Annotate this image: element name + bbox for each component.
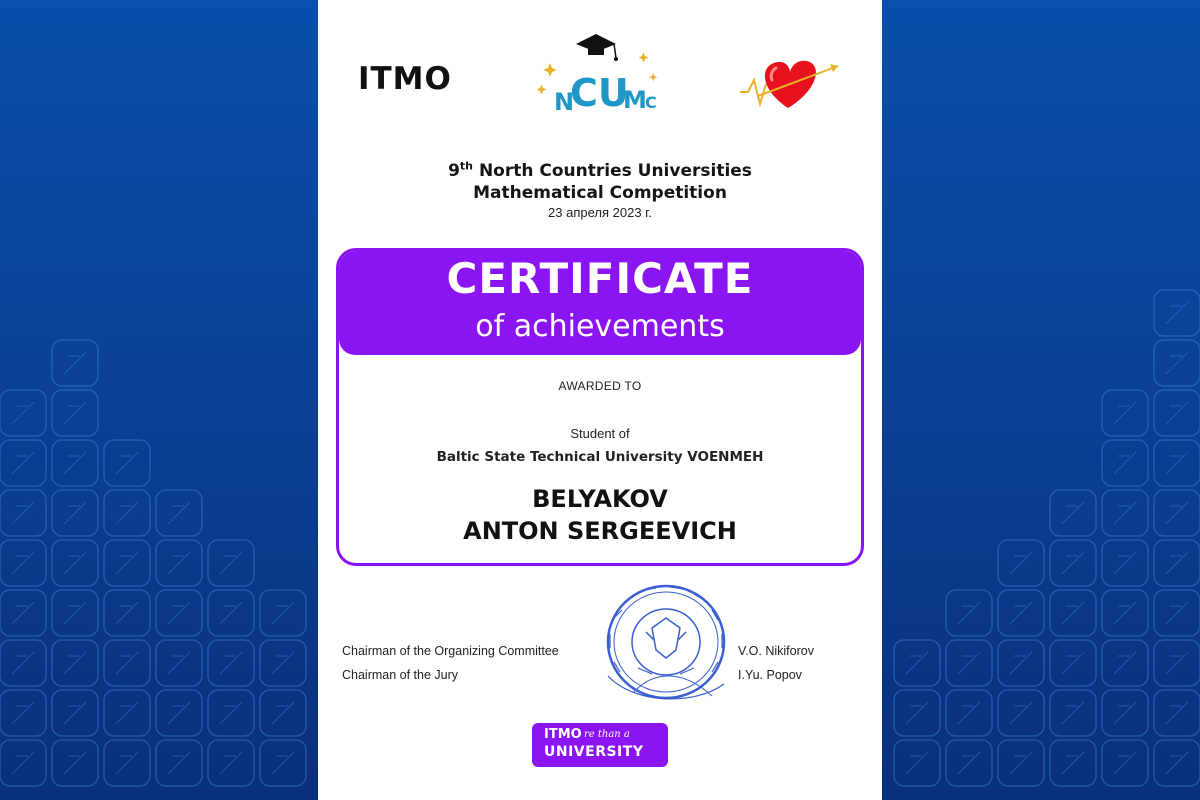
tile-glyph — [1062, 502, 1084, 524]
tile-glyph — [1166, 502, 1188, 524]
tile-glyph — [958, 652, 980, 674]
tile-glyph — [12, 752, 34, 774]
title-line2: Mathematical Competition — [473, 183, 727, 203]
tile-glyph — [116, 602, 138, 624]
tile-glyph — [116, 752, 138, 774]
tile-glyph — [1114, 702, 1136, 724]
tile-glyph — [1114, 652, 1136, 674]
tile-glyph — [12, 702, 34, 724]
tile-glyph — [64, 552, 86, 574]
tile-glyph — [272, 752, 294, 774]
tile-glyph — [168, 602, 190, 624]
tile-glyph — [958, 602, 980, 624]
tile-glyph — [1062, 552, 1084, 574]
footer-logo-line1: ITMO — [544, 727, 582, 742]
tile-glyph — [168, 552, 190, 574]
tile-glyph — [12, 552, 34, 574]
recipient-name — [339, 483, 861, 547]
tile-glyph — [1166, 452, 1188, 474]
tile-glyph — [12, 402, 34, 424]
tile-glyph — [1010, 552, 1032, 574]
tile-glyph — [12, 652, 34, 674]
tile-glyph — [1166, 752, 1188, 774]
certificate-subtitle: of achievements — [475, 309, 725, 344]
tile-glyph — [64, 452, 86, 474]
tile-glyph — [1166, 552, 1188, 574]
tile-glyph — [1166, 402, 1188, 424]
certificate-page — [318, 0, 882, 800]
tile-glyph — [12, 502, 34, 524]
itmo-university-logo — [532, 723, 668, 767]
itmo-logo: ITMO — [358, 61, 452, 97]
tile-glyph — [906, 652, 928, 674]
tile-glyph — [1114, 502, 1136, 524]
tile-glyph — [1062, 702, 1084, 724]
tile-glyph — [64, 352, 86, 374]
tile-glyph — [958, 702, 980, 724]
tile-glyph — [220, 602, 242, 624]
footer-logo-tagline: re than a — [584, 729, 630, 740]
tile-glyph — [116, 702, 138, 724]
tile-glyph — [116, 652, 138, 674]
tile-glyph — [64, 402, 86, 424]
certificate-frame — [336, 248, 864, 566]
background-pattern-right — [882, 0, 1200, 800]
signature-role: Chairman of the Jury — [342, 668, 459, 682]
tile-glyph — [168, 502, 190, 524]
signature-person: I.Yu. Popov — [738, 668, 802, 682]
tile-glyph — [1062, 602, 1084, 624]
ncumc-logo — [530, 18, 660, 118]
tile-glyph — [64, 602, 86, 624]
svg-text:M: M — [623, 86, 647, 114]
tile-glyph — [906, 702, 928, 724]
signature-row — [342, 642, 818, 660]
tile-glyph — [1114, 452, 1136, 474]
certificate-title: CERTIFICATE — [446, 254, 754, 303]
tile-glyph — [272, 602, 294, 624]
tile-glyph — [220, 552, 242, 574]
recipient-surname: BELYAKOV — [532, 485, 668, 513]
certificate-header — [339, 251, 861, 355]
tile-glyph — [64, 502, 86, 524]
competition-title — [318, 160, 882, 204]
footer-logo-line2: UNIVERSITY — [544, 744, 644, 760]
tile-pattern-icon — [0, 0, 318, 800]
title-line1: North Countries Universities — [478, 161, 752, 181]
tile-glyph — [168, 652, 190, 674]
svg-text:C: C — [645, 93, 657, 112]
tile-glyph — [116, 552, 138, 574]
tile-glyph — [64, 702, 86, 724]
awarded-to-label: AWARDED TO — [558, 379, 642, 393]
tile-glyph — [1010, 652, 1032, 674]
tile-glyph — [1010, 752, 1032, 774]
tile-glyph — [1166, 652, 1188, 674]
university-name: Baltic State Technical University VOENMEH — [436, 449, 764, 465]
recipient-given-names: ANTON SERGEEVICH — [463, 517, 737, 545]
tile-glyph — [1010, 702, 1032, 724]
title-ordinal-suffix: th — [459, 159, 474, 173]
tile-glyph — [12, 602, 34, 624]
tile-glyph — [64, 752, 86, 774]
tile-glyph — [1166, 702, 1188, 724]
tile-glyph — [1114, 752, 1136, 774]
tile-glyph — [1010, 602, 1032, 624]
tile-glyph — [220, 752, 242, 774]
tile-glyph — [1114, 402, 1136, 424]
tile-pattern-icon — [882, 0, 1200, 800]
tile-glyph — [1166, 602, 1188, 624]
svg-text:N: N — [554, 88, 575, 116]
tile-glyph — [168, 752, 190, 774]
tile-glyph — [1114, 552, 1136, 574]
tile-glyph — [220, 652, 242, 674]
tile-glyph — [168, 702, 190, 724]
tile-glyph — [1062, 752, 1084, 774]
signature-person: V.O. Nikiforov — [738, 644, 814, 658]
tile-glyph — [64, 652, 86, 674]
tile-glyph — [958, 752, 980, 774]
tile-glyph — [906, 752, 928, 774]
tile-glyph — [1166, 302, 1188, 324]
background-pattern-left — [0, 0, 318, 800]
svg-text:CU: CU — [570, 71, 629, 115]
competition-date: 23 апреля 2023 г. — [548, 205, 652, 220]
tile-glyph — [1166, 352, 1188, 374]
tile-glyph — [1114, 602, 1136, 624]
tile-glyph — [272, 652, 294, 674]
tile-glyph — [116, 452, 138, 474]
signature-role: Chairman of the Organizing Committee — [342, 644, 559, 658]
signature-row — [342, 666, 818, 684]
tile-glyph — [116, 502, 138, 524]
tile-glyph — [272, 702, 294, 724]
tile-glyph — [220, 702, 242, 724]
title-ordinal: 9 — [448, 161, 460, 181]
heart-arrow-icon — [738, 46, 848, 116]
tile-glyph — [12, 452, 34, 474]
student-of-label: Student of — [570, 426, 630, 441]
tile-glyph — [1062, 652, 1084, 674]
